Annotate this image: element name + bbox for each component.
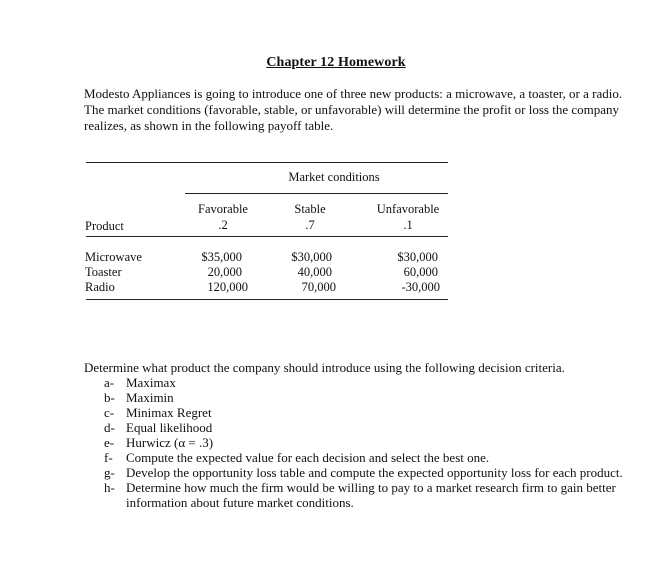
question-text: Develop the opportunity loss table and compute the expected opportunity loss for each product. <box>126 465 623 480</box>
question-letter: b- <box>104 390 115 405</box>
cell-radio-favorable: 120,000 <box>207 280 248 294</box>
probability-favorable: .2 <box>218 218 228 232</box>
question-text: Determine how much the firm would be willing to pay to a market research firm to gain better information about future market conditions. <box>126 480 616 510</box>
document-title: Chapter 12 Homework <box>266 55 406 70</box>
probability-stable: .7 <box>305 218 315 232</box>
question-letter: d- <box>104 420 115 435</box>
question-text: Equal likelihood <box>126 420 213 435</box>
probability-unfavorable: .1 <box>403 218 413 232</box>
list-item <box>104 450 634 465</box>
cell-microwave-stable: $30,000 <box>291 250 332 264</box>
cell-microwave-unfavorable: $30,000 <box>397 250 438 264</box>
question-letter: g- <box>104 465 115 480</box>
question-text: Hurwicz (α = .3) <box>126 435 214 450</box>
question-text: Maximin <box>126 390 174 405</box>
question-letter: a- <box>104 375 115 390</box>
intro-paragraph: Modesto Appliances is going to introduce one of three new products: a microwave, a toaster, or a radio. The market conditions (favorable, stable, or unfavorable) will determine the profit or loss the company realizes, as shown in the following payoff table. <box>84 86 623 133</box>
question-letter: e- <box>104 435 115 450</box>
row-label-microwave: Microwave <box>85 250 142 264</box>
column-header-unfavorable: Unfavorable <box>376 202 440 216</box>
list-item <box>104 465 634 480</box>
list-item <box>104 420 634 435</box>
list-item <box>104 390 634 405</box>
row-label-radio: Radio <box>85 280 115 294</box>
question-list <box>104 375 634 510</box>
row-label-toaster: Toaster <box>85 265 122 279</box>
cell-radio-stable: 70,000 <box>301 280 336 294</box>
question-text: Maximax <box>126 375 176 390</box>
cell-microwave-favorable: $35,000 <box>201 250 242 264</box>
column-header-stable: Stable <box>294 202 326 216</box>
question-letter: h- <box>104 480 115 495</box>
question-text: Minimax Regret <box>126 405 212 420</box>
header-bottom-rule <box>86 236 448 237</box>
list-item <box>104 375 634 390</box>
table-top-rule <box>86 162 448 163</box>
column-header-favorable: Favorable <box>198 202 248 216</box>
table-bottom-rule <box>86 299 448 300</box>
cell-radio-unfavorable: -30,000 <box>401 280 440 294</box>
question-text: Compute the expected value for each decision and select the best one. <box>126 450 490 465</box>
group-header-rule <box>185 193 448 194</box>
question-letter: f- <box>104 450 113 465</box>
cell-toaster-unfavorable: 60,000 <box>403 265 438 279</box>
cell-toaster-stable: 40,000 <box>297 265 332 279</box>
market-conditions-header: Market conditions <box>288 170 380 184</box>
questions-heading: Determine what product the company should introduce using the following decision criteria. <box>84 360 565 375</box>
list-item <box>104 405 634 420</box>
question-letter: c- <box>104 405 115 420</box>
row-header-product: Product <box>85 219 124 233</box>
list-item <box>104 435 634 450</box>
cell-toaster-favorable: 20,000 <box>207 265 242 279</box>
list-item <box>104 480 634 510</box>
